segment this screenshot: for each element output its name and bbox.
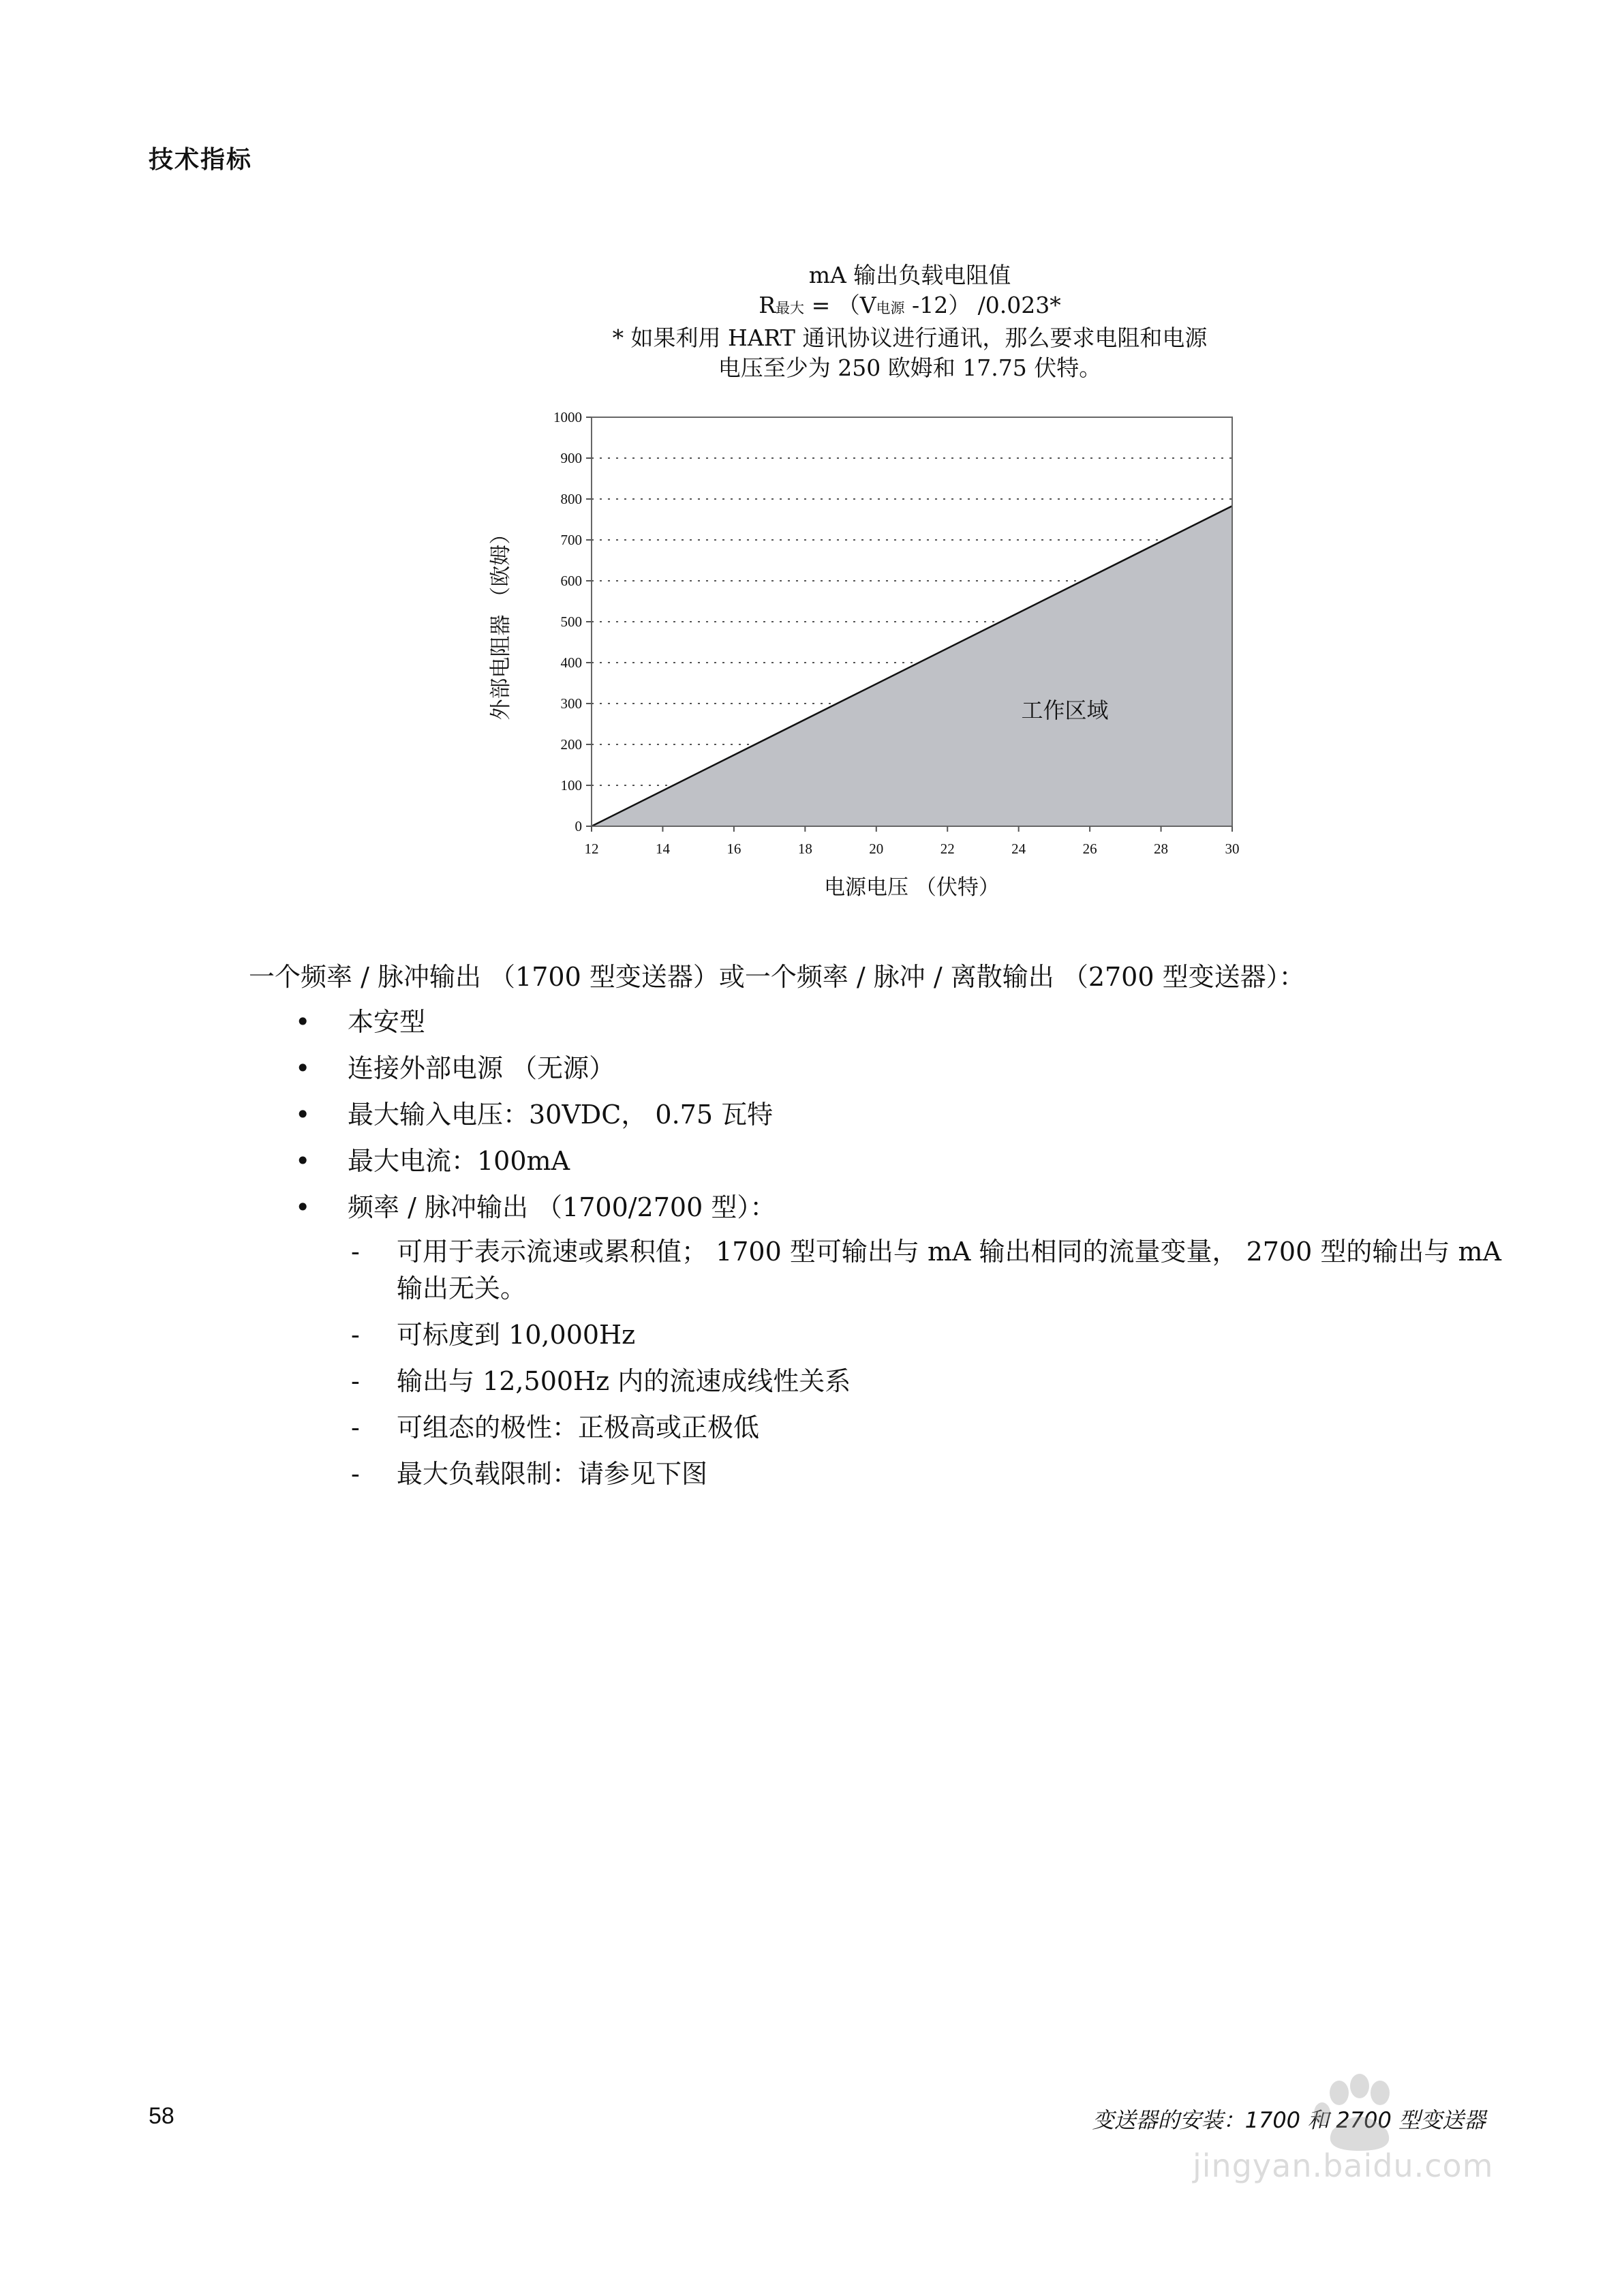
dash-icon: - [351, 1320, 360, 1350]
y-tick-label: 200 [560, 736, 582, 753]
dash-icon: - [351, 1237, 360, 1267]
x-tick-label: 18 [797, 841, 812, 857]
chart-note-line-1: * 如果利用 HART 通讯协议进行通讯，那么要求电阻和电源 [612, 324, 1208, 351]
bullet-icon: • [295, 1192, 311, 1222]
x-tick-label: 30 [1225, 841, 1240, 857]
y-tick-label: 800 [560, 491, 582, 507]
x-axis-label: 电源电压 （伏特） [824, 875, 1000, 900]
bullet-icon: • [295, 1146, 311, 1176]
y-tick-label: 400 [560, 654, 582, 671]
y-tick-label: 600 [560, 573, 582, 589]
sub-list [348, 1233, 1510, 1492]
document-title: 变送器的安装：1700 和 2700 型变送器 [1092, 2107, 1486, 2133]
x-tick-label: 12 [584, 841, 599, 857]
dash-icon: - [351, 1366, 360, 1396]
bullet-icon: • [295, 1100, 311, 1130]
intro-paragraph: 一个频率 / 脉冲输出 （1700 型变送器）或一个频率 / 脉冲 / 离散输出 （2700 型变送器）： [249, 962, 1305, 992]
chart-title: mA 输出负载电阻值 [808, 262, 1011, 288]
y-tick-label: 900 [560, 450, 582, 466]
list-item-text: 频率 / 脉冲输出 （1700/2700 型）： [348, 1192, 776, 1222]
list-item-text: 最大电流：100mA [348, 1146, 570, 1176]
list-item [249, 1188, 1510, 1492]
y-tick-label: 300 [560, 695, 582, 712]
x-axis-ticks [585, 826, 1240, 857]
y-tick-label: 0 [575, 818, 582, 834]
x-tick-label: 16 [726, 841, 741, 857]
load-resistance-chart [0, 0, 1622, 941]
bullet-icon: • [295, 1053, 311, 1083]
sub-list-item-text: 可标度到 10,000Hz [397, 1320, 636, 1350]
sub-list-item [348, 1409, 1510, 1446]
spec-list [249, 1003, 1510, 1492]
x-tick-label: 22 [940, 841, 955, 857]
list-item-text: 本安型 [348, 1007, 426, 1037]
y-axis-label: 外部电阻器 （欧姆） [489, 523, 513, 721]
page-number: 58 [149, 2103, 174, 2129]
baidu-watermark [1152, 2066, 1533, 2195]
sub-list-item [348, 1363, 1510, 1400]
x-tick-label: 14 [655, 841, 670, 857]
dash-icon: - [351, 1459, 360, 1489]
formula-mid: = （V [811, 292, 876, 318]
sub-list-item-text: 输出与 12,500Hz 内的流速成线性关系 [397, 1366, 851, 1396]
sub-list-item [348, 1455, 1510, 1492]
formula-tail: -12） /0.023* [912, 292, 1061, 318]
y-tick-label: 500 [560, 614, 582, 630]
x-tick-label: 28 [1154, 841, 1169, 857]
formula-v-sub: 电源 [876, 300, 905, 316]
y-tick-label: 700 [560, 532, 582, 548]
y-tick-label: 100 [560, 777, 582, 794]
y-axis-ticks [553, 409, 592, 834]
sub-list-item [348, 1233, 1510, 1307]
x-tick-label: 24 [1011, 841, 1026, 857]
x-tick-label: 20 [869, 841, 884, 857]
list-item [249, 1096, 1510, 1134]
sub-list-item-text: 可用于表示流速或累积值； 1700 型可输出与 mA 输出相同的流量变量， 2700 型的输出与 mA 输出无关。 [397, 1237, 1501, 1303]
y-tick-label: 1000 [553, 409, 582, 425]
list-item-text: 最大输入电压：30VDC， 0.75 瓦特 [348, 1100, 774, 1130]
operating-region-label: 工作区域 [1021, 697, 1109, 723]
sub-list-item-text: 最大负载限制：请参见下图 [397, 1459, 708, 1489]
formula-r-sub: 最大 [776, 300, 805, 316]
watermark-text: jingyan.baidu.com [1193, 2147, 1494, 2184]
spec-body [249, 958, 1510, 1502]
dash-icon: - [351, 1413, 360, 1442]
chart-note-line-2: 电压至少为 250 欧姆和 17.75 伏特。 [718, 354, 1102, 381]
list-item [249, 1142, 1510, 1180]
x-tick-label: 26 [1082, 841, 1097, 857]
section-title: 技术指标 [149, 146, 253, 174]
formula-r: R [759, 292, 776, 318]
list-item [249, 1003, 1510, 1041]
sub-list-item-text: 可组态的极性：正极高或正极低 [397, 1413, 760, 1442]
list-item-text: 连接外部电源 （无源） [348, 1053, 615, 1083]
bullet-icon: • [295, 1007, 311, 1037]
sub-list-item [348, 1316, 1510, 1353]
list-item [249, 1049, 1510, 1087]
